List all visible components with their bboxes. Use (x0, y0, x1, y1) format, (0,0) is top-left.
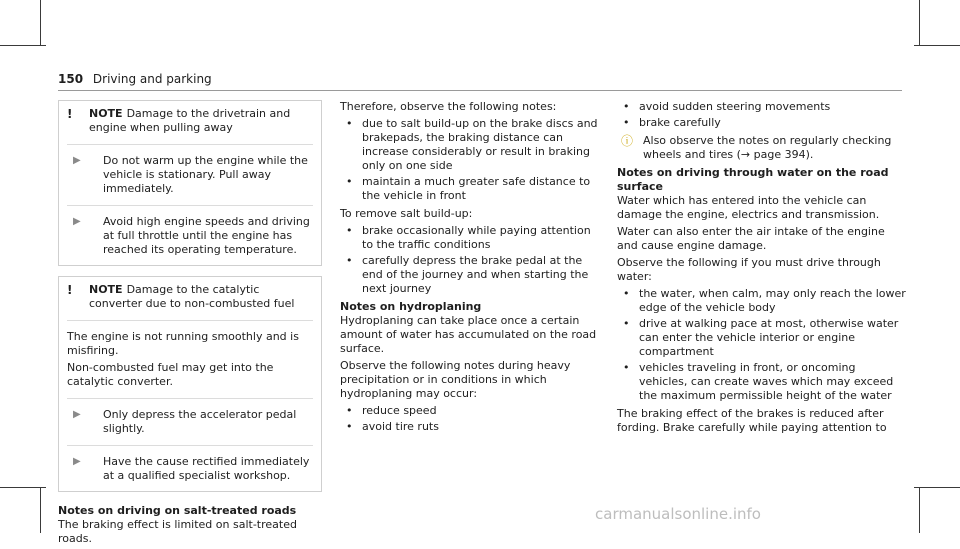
bullet-list (617, 100, 907, 130)
column-1 (58, 100, 322, 549)
body-text: Water which has entered into the vehicle can damage the engine, electrics and transmission. (617, 194, 880, 221)
column-3 (617, 100, 907, 438)
header-rule (58, 90, 902, 91)
bullet-icon: • (623, 116, 630, 129)
list-item: • the water, when calm, may only reach the lower edge of the vehicle body (617, 287, 907, 315)
info-icon: ⓘ (621, 134, 634, 148)
notice-para: Non-combusted fuel may get into the catalytic converter. (67, 361, 274, 388)
list-item: • due to salt build-up on the brake discs and brakepads, the braking distance can increase considerably or result in braking only on one side (340, 117, 602, 173)
list-item: • brake carefully (617, 116, 907, 130)
divider (67, 398, 313, 399)
page-header (58, 72, 212, 86)
crop-mark (919, 487, 920, 533)
action-step (67, 154, 313, 196)
crop-mark (0, 45, 46, 46)
arrow-icon: ▶ (73, 409, 81, 420)
bullet-list (340, 404, 602, 434)
section-title: Driving and parking (92, 72, 212, 86)
body-text: Observe the following if you must drive through water: (617, 256, 881, 283)
notice-header (67, 283, 313, 311)
bullet-icon: • (623, 287, 630, 300)
body-text: Water can also enter the air intake of the engine and cause engine damage. (617, 225, 885, 252)
bullet-icon: • (623, 317, 630, 330)
column-2 (340, 100, 602, 438)
notice-box-catalytic (58, 276, 322, 492)
body-text: The braking effect is limited on salt-treated roads. (58, 518, 297, 545)
crop-mark (0, 487, 46, 488)
list-item: • drive at walking pace at most, otherwise water can enter the vehicle interior or engine compartment (617, 317, 907, 359)
divider (67, 205, 313, 206)
list-item: • brake occasionally while paying attention to the traffic conditions (340, 224, 602, 252)
bullet-icon: • (623, 361, 630, 374)
list-item: • maintain a much greater safe distance to the vehicle in front (340, 175, 602, 203)
notice-box-drivetrain (58, 100, 322, 266)
bullet-icon: • (346, 175, 353, 188)
info-text[interactable]: Also observe the notes on regularly checking wheels and tires (→ page 394). (643, 134, 892, 161)
crop-mark (914, 45, 960, 46)
page-number: 150 (58, 72, 84, 86)
step-text: Do not warm up the engine while the vehicle is stationary. Pull away immediately. (103, 154, 308, 195)
divider (67, 144, 313, 145)
list-item: • carefully depress the brake pedal at the end of the journey and when starting the next journey (340, 254, 602, 296)
list-item: • vehicles traveling in front, or oncoming vehicles, can create waves which may exceed the maximum permissible height of the water (617, 361, 907, 403)
crop-mark (40, 487, 41, 533)
notice-header (67, 107, 313, 135)
bullet-icon: • (623, 100, 630, 113)
body-text: Observe the following notes during heavy precipitation or in conditions in which hydroplaning may occur: (340, 359, 571, 400)
body-text: The braking effect of the brakes is reduced after fording. Brake carefully while paying attention to (617, 407, 887, 434)
crop-mark (40, 0, 41, 46)
step-text: Only depress the accelerator pedal slightly. (103, 408, 297, 435)
notice-text: Damage to the drivetrain and engine when pulling away (89, 107, 291, 134)
notice-para: The engine is not running smoothly and is misfiring. (67, 330, 299, 357)
bullet-icon: • (346, 224, 353, 237)
action-step (67, 408, 313, 436)
list-item: • avoid tire ruts (340, 420, 602, 434)
notice-label: NOTE (89, 283, 123, 296)
bullet-icon: • (346, 117, 353, 130)
bullet-icon: • (346, 420, 353, 433)
arrow-icon: ▶ (73, 155, 81, 166)
body-text: To remove salt build-up: (340, 207, 473, 220)
list-item: • avoid sudden steering movements (617, 100, 907, 114)
arrow-icon: ▶ (73, 456, 81, 467)
notice-label: NOTE (89, 107, 123, 120)
bullet-list (340, 117, 602, 203)
body-text: Hydroplaning can take place once a certain amount of water has accumulated on the road surface. (340, 314, 597, 355)
info-note (617, 134, 907, 162)
divider (67, 320, 313, 321)
section-heading: Notes on driving through water on the road surface (617, 166, 889, 193)
bullet-icon: • (346, 404, 353, 417)
warning-icon: ! (67, 107, 73, 121)
bullet-list (340, 224, 602, 296)
divider (67, 445, 313, 446)
step-text: Have the cause rectified immediately at a qualified specialist workshop. (103, 455, 310, 482)
bullet-icon: • (346, 254, 353, 267)
section-heading: Notes on hydroplaning (340, 300, 482, 313)
body-text: Therefore, observe the following notes: (340, 100, 557, 113)
crop-mark (914, 487, 960, 488)
action-step (67, 215, 313, 257)
bullet-list (617, 287, 907, 403)
arrow-icon: ▶ (73, 216, 81, 227)
section-heading: Notes on driving on salt-treated roads (58, 504, 297, 517)
step-text: Avoid high engine speeds and driving at full throttle until the engine has reached its operating temperature. (103, 215, 310, 256)
warning-icon: ! (67, 283, 73, 297)
action-step (67, 455, 313, 483)
notice-text: Damage to the catalytic converter due to non-combusted fuel (89, 283, 295, 310)
watermark: carmanualsonline.info (595, 505, 761, 523)
crop-mark (919, 0, 920, 46)
list-item: • reduce speed (340, 404, 602, 418)
